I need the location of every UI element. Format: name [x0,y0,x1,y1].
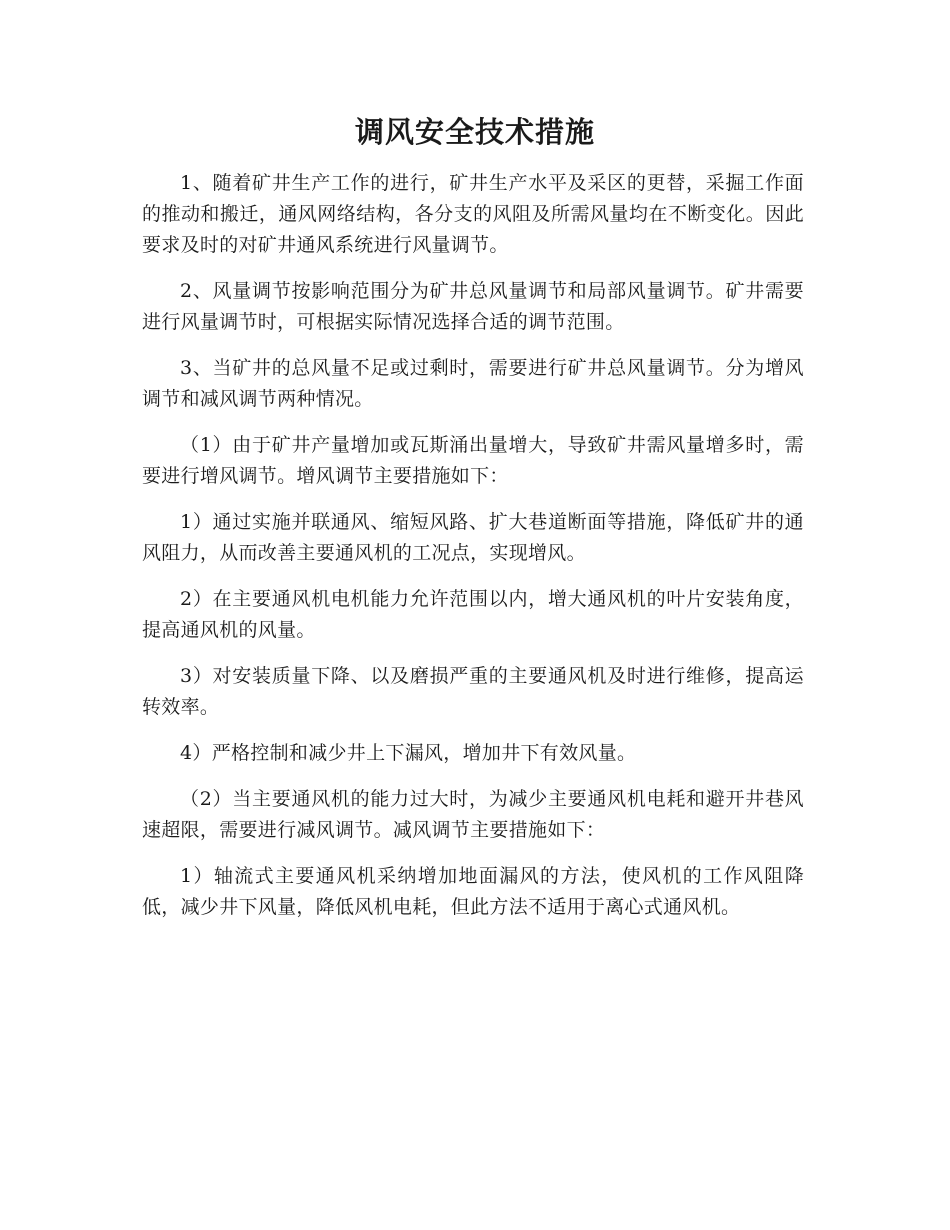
paragraph-3-case-1: （1）由于矿井产量增加或瓦斯涌出量增大，导致矿井需风量增多时，需要进行增风调节。增风调节主要措施如下： [142,434,804,487]
paragraph-1: 1、随着矿井生产工作的进行，矿井生产水平及采区的更替，采掘工作面的推动和搬迁，通风网络结构，各分支的风阻及所需风量均在不断变化。因此要求及时的对矿井通风系统进行风量调节。 [142,172,804,256]
paragraph-2: 2、风量调节按影响范围分为矿井总风量调节和局部风量调节。矿井需要进行风量调节时，可根据实际情况选择合适的调节范围。 [142,280,804,333]
paragraph-3-case-1-item-3: 3）对安装质量下降、以及磨损严重的主要通风机及时进行维修，提高运转效率。 [142,665,804,718]
document-body [142,168,804,938]
document-title: 调风安全技术措施 [354,115,595,149]
paragraph-3-case-2-item-1: 1）轴流式主要通风机采纳增加地面漏风的方法，使风机的工作风阻降低，减少井下风量，降低风机电耗，但此方法不适用于离心式通风机。 [142,865,804,918]
paragraph-3-case-1-item-1: 1）通过实施并联通风、缩短风路、扩大巷道断面等措施，降低矿井的通风阻力，从而改善主要通风机的工况点，实现增风。 [142,511,804,564]
paragraph-3-case-1-item-2: 2）在主要通风机电机能力允许范围以内，增大通风机的叶片安装角度，提高通风机的风量。 [142,588,804,641]
paragraph-3: 3、当矿井的总风量不足或过剩时，需要进行矿井总风量调节。分为增风调节和减风调节两种情况。 [142,357,804,410]
paragraph-3-case-1-item-4: 4）严格控制和减少井上下漏风，增加井下有效风量。 [180,742,637,764]
paragraph-3-case-2: （2）当主要通风机的能力过大时，为减少主要通风机电耗和避开井巷风速超限，需要进行减风调节。减风调节主要措施如下： [142,788,804,841]
